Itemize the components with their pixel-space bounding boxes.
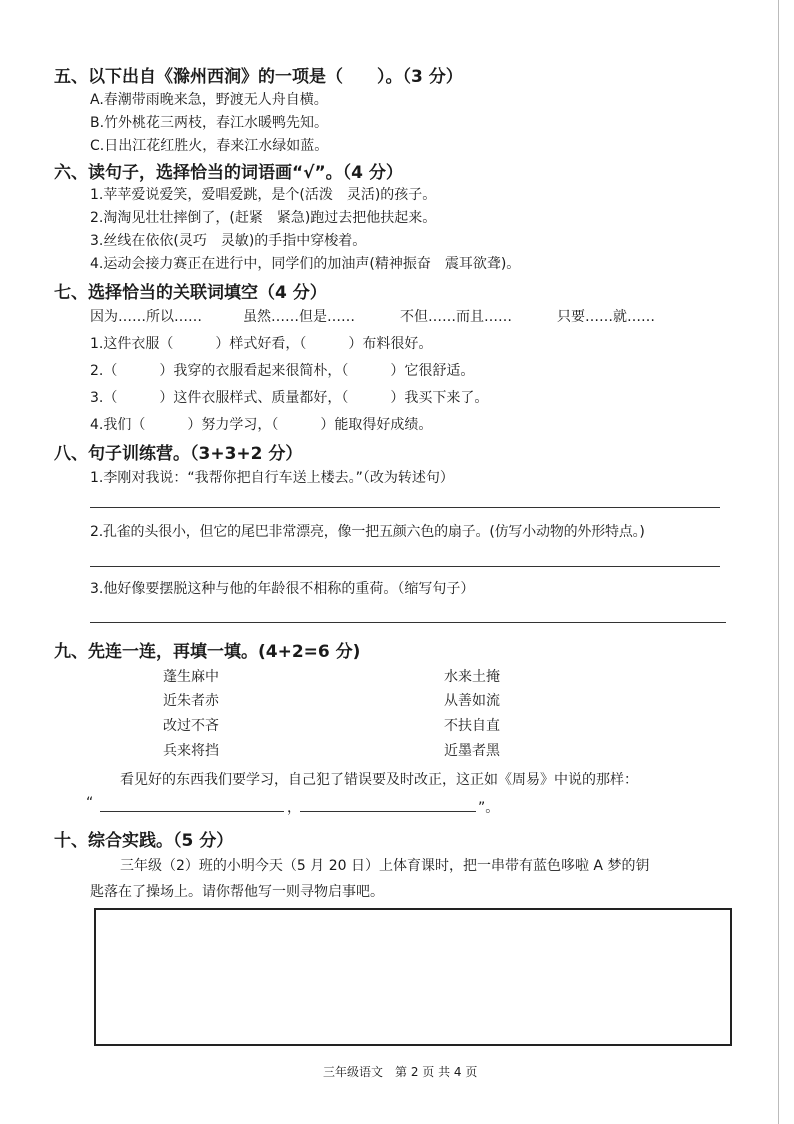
conjunction-word-4: 只要……就…… (557, 309, 655, 325)
idiom-right-3[interactable]: 不扶自直 (444, 718, 500, 734)
page-edge-rule (778, 0, 779, 1124)
comma: ， (287, 800, 301, 816)
idiom-left-1[interactable]: 蓬生麻中 (163, 669, 219, 685)
fill-blank-2[interactable] (300, 811, 476, 812)
section-9-text: 看见好的东西我们要学习，自己犯了错误要及时改正，这正如《周易》中说的那样： (120, 772, 638, 788)
section-8-title: 八、句子训练营。（3+3+2 分） (54, 444, 303, 464)
idiom-left-3[interactable]: 改过不吝 (163, 718, 219, 734)
section-5-option-a: A.春潮带雨晚来急，野渡无人舟自横。 (90, 92, 328, 108)
section-6-item-2: 2.淘淘见壮壮摔倒了，(赶紧 紧急)跑过去把他扶起来。 (90, 210, 437, 226)
section-7-item-2: 2.（ ）我穿的衣服看起来很简朴，（ ）它很舒适。 (90, 363, 475, 379)
section-5-option-c: C.日出江花红胜火，春来江水绿如蓝。 (90, 138, 329, 154)
open-quote: “ (86, 795, 94, 811)
fill-blank-1[interactable] (100, 811, 284, 812)
answer-line-3[interactable] (90, 622, 726, 623)
idiom-right-4[interactable]: 近墨者黑 (444, 743, 500, 759)
section-10-text-line-2: 匙落在了操场上。请你帮他写一则寻物启事吧。 (90, 884, 384, 900)
answer-line-1[interactable] (90, 507, 720, 508)
section-6-item-1: 1.苹苹爱说爱笑，爱唱爱跳，是个(活泼 灵活)的孩子。 (90, 187, 437, 203)
section-9-title: 九、先连一连，再填一填。(4+2=6 分) (54, 642, 361, 662)
section-10-text-line-1: 三年级（2）班的小明今天（5 月 20 日）上体育课时，把一串带有蓝色哆啦 A 梦的钥 (120, 858, 650, 874)
page-footer: 三年级语文 第 2 页 共 4 页 (323, 1065, 478, 1079)
section-7-title: 七、选择恰当的关联词填空（4 分） (54, 283, 327, 303)
section-8-item-3: 3.他好像要摆脱这种与他的年龄很不相称的重荷。（缩写句子） (90, 581, 475, 597)
section-6-title: 六、读句子，选择恰当的词语画“√”。（4 分） (54, 163, 403, 183)
section-8-item-1: 1.李刚对我说：“我帮你把自行车送上楼去。”（改为转述句） (90, 470, 454, 486)
conjunction-word-3: 不但……而且…… (400, 309, 512, 325)
section-6-item-3: 3.丝线在依依(灵巧 灵敏)的手指中穿梭着。 (90, 233, 367, 249)
section-7-item-1: 1.这件衣服（ ）样式好看，（ ）布料很好。 (90, 336, 433, 352)
close-quote: ”。 (478, 800, 500, 816)
section-5-option-b: B.竹外桃花三两枝，春江水暖鸭先知。 (90, 115, 329, 131)
idiom-right-1[interactable]: 水来土掩 (444, 669, 500, 685)
section-6-item-4: 4.运动会接力赛正在进行中，同学们的加油声(精神振奋 震耳欲聋)。 (90, 256, 521, 272)
idiom-right-2[interactable]: 从善如流 (444, 693, 500, 709)
idiom-left-2[interactable]: 近朱者赤 (163, 693, 219, 709)
section-7-item-4: 4.我们（ ）努力学习，（ ）能取得好成绩。 (90, 417, 433, 433)
writing-box[interactable] (94, 908, 732, 1046)
section-10-title: 十、综合实践。（5 分） (54, 831, 234, 851)
answer-line-2[interactable] (90, 566, 720, 567)
idiom-left-4[interactable]: 兵来将挡 (163, 743, 219, 759)
section-8-item-2: 2.孔雀的头很小，但它的尾巴非常漂亮，像一把五颜六色的扇子。(仿写小动物的外形特点。) (90, 524, 645, 540)
conjunction-word-1: 因为……所以…… (90, 309, 202, 325)
conjunction-word-2: 虽然……但是…… (243, 309, 355, 325)
section-7-item-3: 3.（ ）这件衣服样式、质量都好，（ ）我买下来了。 (90, 390, 489, 406)
section-5-title: 五、以下出自《滁州西涧》的一项是（ ）。（3 分） (54, 67, 463, 87)
